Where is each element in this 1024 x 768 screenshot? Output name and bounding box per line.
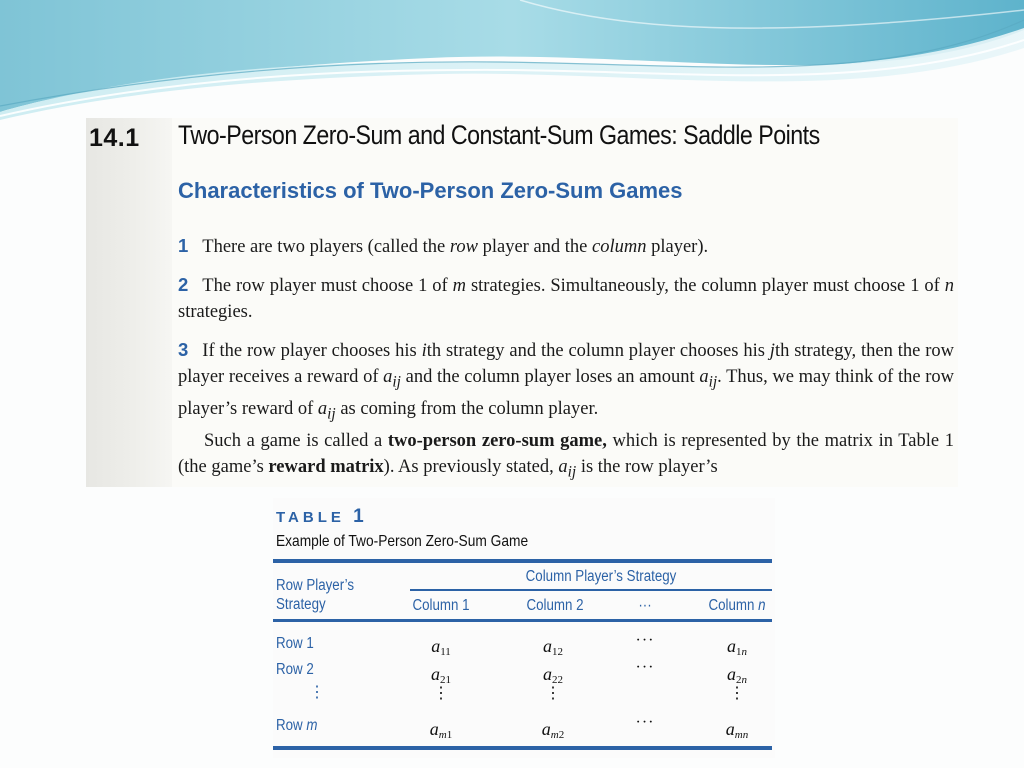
- math-symbol: a: [699, 367, 709, 387]
- matrix-cell: [406, 719, 476, 741]
- table-caption: Example of Two-Person Zero-Sum Game: [276, 533, 529, 550]
- column-header: Column n: [708, 597, 766, 614]
- math-symbol: a: [383, 367, 393, 387]
- item-emphasis: j: [769, 341, 775, 361]
- item-emphasis: column: [592, 237, 647, 257]
- math-variable: m: [306, 717, 318, 734]
- item-text: There are two players (called the: [202, 237, 450, 257]
- section-title: Two-Person Zero-Sum and Constant-Sum Games: Saddle Points: [178, 120, 820, 150]
- matrix-cell: [702, 719, 772, 741]
- item-text: player).: [646, 237, 709, 257]
- item-number: 2: [178, 274, 189, 295]
- item-text: as coming from the column player.: [335, 398, 599, 419]
- math-variable: n: [758, 597, 766, 614]
- matrix-cell: [406, 664, 476, 686]
- vertical-ellipsis: ⋮: [545, 685, 561, 702]
- para-text: ). As previously stated,: [383, 457, 559, 477]
- page-margin: [86, 118, 172, 487]
- row-label: Row 1: [276, 635, 314, 652]
- vertical-ellipsis: ⋮: [309, 684, 325, 701]
- reward-matrix-table: [273, 498, 775, 758]
- column-header: Column 2: [526, 597, 584, 614]
- item-number: 1: [178, 235, 189, 256]
- list-item-2: [178, 272, 954, 325]
- matrix-cell: [518, 636, 588, 658]
- list-item-1: [178, 233, 954, 260]
- math-subscript: ij: [327, 405, 336, 423]
- item-number: 3: [178, 339, 189, 360]
- decorative-wave-header: [0, 0, 1024, 120]
- row-label: Row 2: [276, 661, 314, 678]
- cell-base: a: [725, 719, 735, 739]
- column-group-rule: [410, 589, 772, 591]
- table-label: [276, 506, 364, 528]
- row-header: [276, 576, 354, 614]
- item-text: strategies. Simultaneously, the column player must choose 1 of: [466, 276, 945, 296]
- table-label-text: TABLE: [276, 509, 345, 526]
- cell-base: a: [429, 719, 439, 739]
- matrix-cell: [702, 664, 772, 686]
- vertical-ellipsis: ⋮: [433, 685, 449, 702]
- column-header: Column 1: [412, 597, 470, 614]
- item-emphasis: n: [944, 276, 954, 296]
- para-text: which is represented by the matrix in Table 1 (the game’s: [178, 431, 954, 477]
- matrix-cell: [518, 664, 588, 686]
- item-text: strategies.: [178, 302, 253, 322]
- math-subscript: ij: [392, 373, 401, 391]
- cell-base: a: [431, 636, 441, 656]
- cell-subscript: 22: [552, 674, 563, 686]
- cell-base: a: [543, 636, 552, 656]
- math-symbol: a: [317, 398, 328, 419]
- closing-paragraph: [178, 428, 954, 486]
- column-group-header: Column Player’s Strategy: [525, 568, 677, 585]
- item-emphasis: i: [421, 341, 427, 361]
- cell-base: a: [543, 664, 552, 684]
- cell-base: a: [727, 636, 736, 656]
- matrix-cell: [518, 719, 588, 741]
- column-header: ···: [638, 597, 652, 614]
- key-term: two-person zero-sum game,: [387, 431, 607, 451]
- textbook-page-excerpt: [86, 118, 958, 487]
- cell-subscript: 21: [440, 674, 451, 686]
- table-top-rule: [273, 559, 772, 563]
- cell-subscript: 11: [440, 646, 451, 658]
- item-text: If the row player chooses his: [202, 341, 422, 361]
- cell-base: a: [431, 664, 440, 684]
- item-text: th strategy and the column player chooses his: [426, 341, 770, 361]
- section-number: 14.1: [89, 124, 140, 152]
- row-header-line: Strategy: [276, 596, 326, 613]
- key-term: reward matrix: [268, 457, 384, 477]
- item-text: player and the: [477, 237, 593, 257]
- math-symbol: a: [558, 457, 568, 477]
- ellipsis: ···: [635, 632, 655, 649]
- cell-base: a: [727, 664, 736, 684]
- list-item-3: [178, 337, 954, 427]
- subheading: Characteristics of Two-Person Zero-Sum Games: [178, 178, 683, 203]
- ellipsis: ···: [635, 714, 655, 731]
- math-subscript: ij: [567, 463, 577, 481]
- item-text: The row player must choose 1 of: [202, 276, 453, 296]
- item-emphasis: row: [449, 237, 478, 257]
- cell-subscript: m2: [550, 729, 565, 741]
- table-label-number: 1: [353, 506, 364, 527]
- vertical-ellipsis: ⋮: [729, 685, 745, 702]
- table-bottom-rule: [273, 746, 772, 750]
- item-text: th strategy, then the row player receives a reward of: [178, 341, 955, 387]
- cell-base: a: [541, 719, 551, 739]
- para-text: Such a game is called a: [204, 431, 388, 451]
- item-emphasis: m: [452, 276, 467, 296]
- item-text: and the column player loses an amount: [400, 367, 700, 387]
- math-subscript: ij: [708, 373, 718, 391]
- row-label: Row m: [276, 717, 318, 734]
- cell-subscript: 12: [552, 646, 563, 658]
- matrix-cell: [702, 636, 772, 658]
- cell-subscript: 2n: [736, 674, 747, 686]
- cell-subscript: mn: [734, 729, 749, 741]
- para-text: is the row player’s: [576, 457, 718, 477]
- matrix-cell: [406, 636, 476, 658]
- cell-subscript: m1: [438, 729, 453, 741]
- row-header-line: Row Player’s: [276, 577, 355, 594]
- cell-subscript: 1n: [736, 646, 747, 658]
- ellipsis: ···: [635, 659, 655, 676]
- item-text: . Thus, we may think of the row player’s reward of: [178, 367, 954, 419]
- header-bottom-rule: [273, 619, 772, 622]
